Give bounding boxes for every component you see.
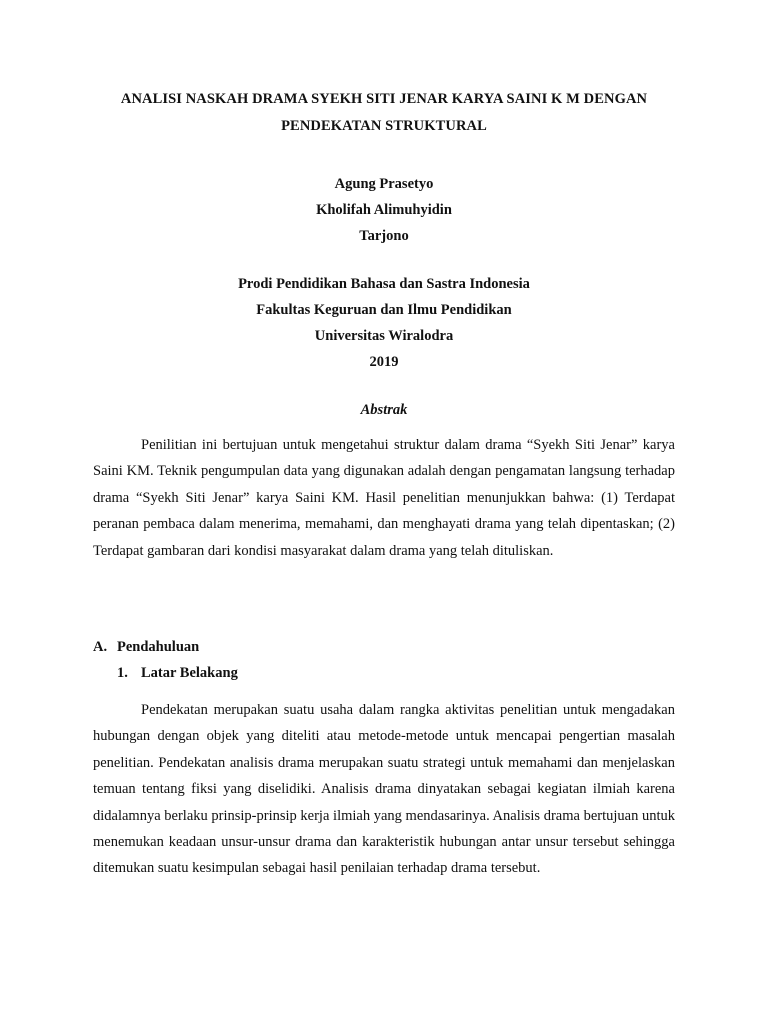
- subsection-title: Latar Belakang: [141, 665, 238, 681]
- author-list: [80, 171, 688, 249]
- author-name: Agung Prasetyo: [334, 176, 434, 192]
- affiliation-university: Universitas Wiralodra: [314, 328, 454, 344]
- paper-title-line-1: ANALISI NASKAH DRAMA SYEKH SITI JENAR KARYA SAINI K M DENGAN: [120, 91, 648, 107]
- section-title: Pendahuluan: [117, 639, 200, 655]
- paper-title: [80, 86, 688, 140]
- intro-paragraph: Pendekatan merupakan suatu usaha dalam rangka aktivitas penelitian untuk mengadakan hubungan dengan objek yang diteliti atau metode-metode untuk mencapai pengertian masalah penelitian. Pendekatan analisis drama merupakan suatu strategi untuk memahami dan menjelaskan temuan tentang fiksi yang diselidiki. Analisis drama dinyatakan sebagai kegiatan ilmiah karena didalamnya berlaku prinsip-prinsip kerja ilmiah yang mendasarinya. Analisis drama bertujuan untuk menemukan keadaan unsur-unsur drama dan karakteristik hubungan antar unsur tersebut sehingga ditemukan suatu kesimpulan sebagai hasil penilaian terhadap drama tersebut.: [93, 702, 675, 877]
- abstract-heading: Abstrak: [360, 402, 408, 418]
- subsection-number: 1.: [117, 665, 128, 681]
- section-number: A.: [93, 639, 108, 655]
- author-name: Kholifah Alimuhyidin: [316, 202, 452, 218]
- affiliation-faculty: Fakultas Keguruan dan Ilmu Pendidikan: [256, 302, 512, 318]
- affiliation-year: 2019: [369, 354, 399, 370]
- affiliation: [80, 271, 688, 375]
- section-heading-pendahuluan: [93, 634, 199, 660]
- subsection-heading-latar-belakang: [117, 660, 238, 686]
- affiliation-program: Prodi Pendidikan Bahasa dan Sastra Indonesia: [238, 276, 530, 292]
- abstract-text: Penilitian ini bertujuan untuk mengetahui struktur dalam drama “Syekh Siti Jenar” karya Saini KM. Teknik pengumpulan data yang digunakan adalah dengan pengamatan langsung terhadap drama “Syekh Siti Jenar” karya Saini KM. Hasil penelitian menunjukkan bahwa: (1) Terdapat peranan pembaca dalam menerima, memahami, dan menghayati drama yang telah dipentaskan; (2) Terdapat gambaran dari kondisi masyarakat dalam drama yang telah dituliskan.: [93, 437, 675, 559]
- author-name: Tarjono: [359, 228, 409, 244]
- paper-title-line-2: PENDEKATAN STRUKTURAL: [281, 118, 487, 134]
